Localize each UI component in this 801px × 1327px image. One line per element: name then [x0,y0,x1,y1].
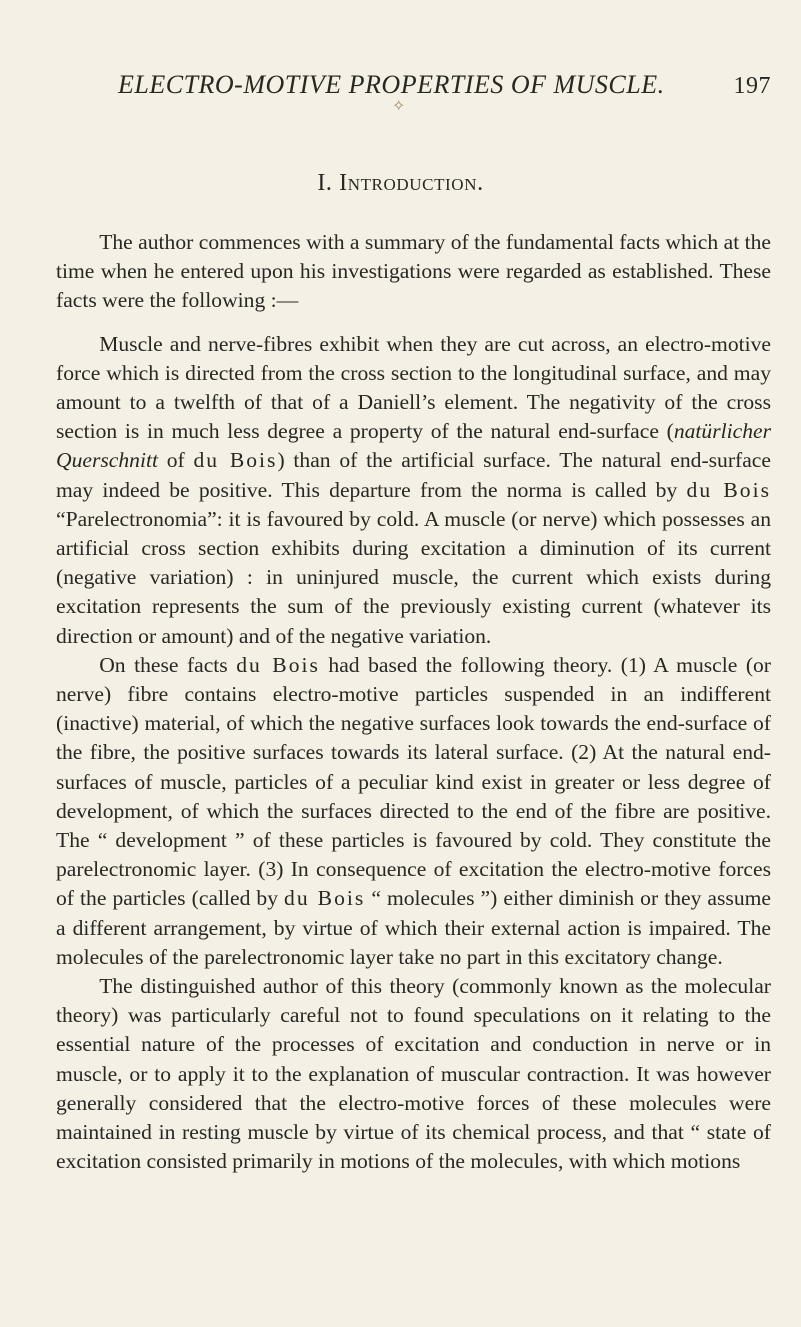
section-heading: I. Introduction. [317,170,484,196]
paragraph-text: of [157,448,194,473]
paragraph [56,972,771,1176]
paragraph [56,330,771,651]
author-name: du Bois [236,652,320,677]
paragraph-text: ) than of the artificial surface. The natural end-surface may indeed be positive. This departure from the norma is called by [56,448,771,502]
running-title: ELECTRO-MOTIVE PROPERTIES OF MUSCLE. [118,70,665,99]
author-name: du Bois [686,477,771,502]
paragraph-text: had based the following theory. (1) A muscle (or nerve) fibre contains electro-motive particles suspended in an indifferent (inactive) material, of which the negative surfaces look towards the end-surface of the fibre, the positive surfaces towards its lateral surface. (2) At the natural end-surfaces of muscle, particles of a peculiar kind exist in greater or less degree of development, of which the surfaces directed to the end of the fibre are positive. The “ development ” of these particles is favoured by cold. They constitute the parelectronomic layer. (3) In consequence of excitation the electro-motive forces of the particles (called by [56,652,771,911]
printer-mark-icon: ✧ [392,96,406,115]
paragraph [56,228,771,316]
paragraph-text: On these facts [99,652,237,677]
page-number: 197 [733,73,771,99]
running-head [118,70,771,100]
author-name: du Bois [284,886,366,911]
paragraph-text: “ molecules ”) either diminish or they assume a different arrangement, by virtue of which their external action is impaired. The molecules of the parelectronomic layer take no part in this excitatory change. [56,886,771,969]
paragraph [56,651,771,972]
paragraph-text: The author commences with a summary of the fundamental facts which at the time when he entered upon his investigations were regarded as established. These facts were the following :— [56,230,771,313]
italic-term: natürlicher Querschnitt [56,419,771,473]
body-text [56,228,771,1177]
paragraph-text: “Parelectronomia”: it is favoured by cold. A muscle (or nerve) which possesses an artificial cross section exhibits during excitation a diminution of its current (negative variation) : in uninjured muscle, the current which exists during excitation represents the sum of the previously existing current (whatever its direction or amount) and of the negative variation. [56,506,771,648]
paragraph-text: The distinguished author of this theory (commonly known as the molecular theory) was particularly careful not to found speculations on it relating to the essential nature of the processes of excitation and conduction in nerve or in muscle, or to apply it to the explanation of muscular contraction. It was however generally considered that the electro-motive forces of these molecules were maintained in resting muscle by virtue of its chemical process, and that “ state of excitation consisted primarily in motions of the molecules, with which motions [56,974,771,1174]
paragraph-text: Muscle and nerve-fibres exhibit when they are cut across, an electro-motive force which is directed from the cross section to the longitudinal surface, and may amount to a twelfth of that of a Daniell’s element. The negativity of the cross section is in much less degree a property of the natural end-surface ( [56,331,771,444]
author-name: du Bois [193,448,278,473]
